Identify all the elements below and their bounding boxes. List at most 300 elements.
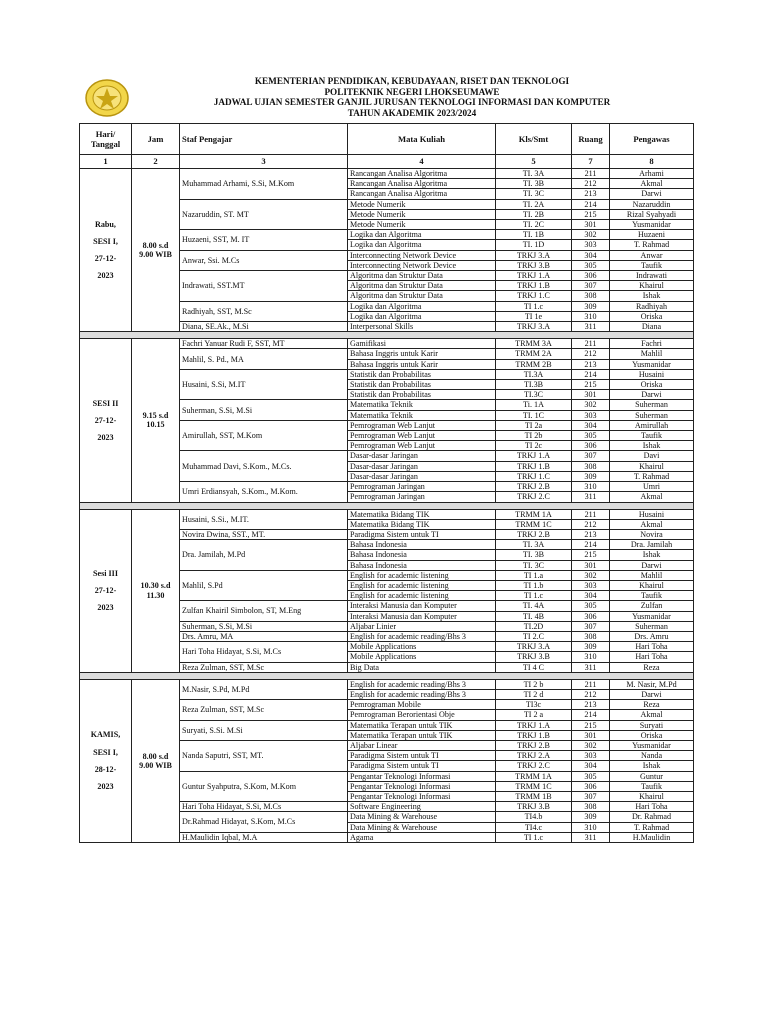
exam-schedule-table bbox=[79, 123, 694, 843]
proctor-name: Oriska bbox=[610, 380, 694, 390]
room-number: 214 bbox=[572, 199, 610, 209]
class-code: TI 2b bbox=[496, 431, 572, 441]
room-number: 301 bbox=[572, 390, 610, 400]
header-text bbox=[134, 76, 690, 118]
room-number: 309 bbox=[572, 812, 610, 822]
class-code: TI4.b bbox=[496, 812, 572, 822]
table-row bbox=[80, 509, 694, 519]
proctor-name: Hari Toha bbox=[610, 802, 694, 812]
table-row bbox=[80, 339, 694, 349]
proctor-name: Hari Toha bbox=[610, 652, 694, 662]
class-code: TI 1.a bbox=[496, 570, 572, 580]
proctor-name: Akmal bbox=[610, 519, 694, 529]
course-name: Metode Numerik bbox=[348, 199, 496, 209]
staff-name: Muhammad Arhami, S.Si, M.Kom bbox=[180, 169, 348, 200]
class-code: TI.3C bbox=[496, 390, 572, 400]
class-code: TRKJ 1.B bbox=[496, 281, 572, 291]
room-number: 309 bbox=[572, 301, 610, 311]
proctor-name: Reza bbox=[610, 662, 694, 672]
proctor-name: H.Maulidin bbox=[610, 832, 694, 842]
class-code: TI 1.c bbox=[496, 591, 572, 601]
staff-name: Mahlil, S. Pd., MA bbox=[180, 349, 348, 369]
staff-name: H.Maulidin Iqbal, M.A bbox=[180, 832, 348, 842]
room-number: 305 bbox=[572, 601, 610, 611]
course-name: Interaksi Manusia dan Komputer bbox=[348, 611, 496, 621]
session-time-line: 9.15 s.d bbox=[142, 411, 169, 421]
course-name: Bahasa Indonesia bbox=[348, 550, 496, 560]
course-name: Pemrograman Jaringan bbox=[348, 492, 496, 502]
room-number: 213 bbox=[572, 529, 610, 539]
class-code: TRKJ 3.A bbox=[496, 250, 572, 260]
course-name: English for academic listening bbox=[348, 570, 496, 580]
course-name: Logika dan Algoritma bbox=[348, 240, 496, 250]
proctor-name: Arhami bbox=[610, 169, 694, 179]
staff-name: Nazaruddin, ST. MT bbox=[180, 199, 348, 230]
staff-name: Amirullah, SST, M.Kom bbox=[180, 420, 348, 451]
room-number: 214 bbox=[572, 540, 610, 550]
proctor-name: Suryati bbox=[610, 720, 694, 730]
course-name: Paradigma Sistem untuk TI bbox=[348, 751, 496, 761]
proctor-name: Zulfan bbox=[610, 601, 694, 611]
class-code: TI 2a bbox=[496, 420, 572, 430]
session-separator bbox=[80, 332, 694, 339]
course-name: Interaksi Manusia dan Komputer bbox=[348, 601, 496, 611]
room-number: 310 bbox=[572, 482, 610, 492]
staff-name: Diana, SE.Ak., M.Si bbox=[180, 322, 348, 332]
room-number: 301 bbox=[572, 560, 610, 570]
course-name: Interconnecting Network Device bbox=[348, 250, 496, 260]
course-name: Matematika Teknik bbox=[348, 410, 496, 420]
col-number: 3 bbox=[180, 155, 348, 169]
course-name: Matematika Bidang TIK bbox=[348, 509, 496, 519]
room-number: 301 bbox=[572, 220, 610, 230]
room-number: 311 bbox=[572, 662, 610, 672]
room-number: 212 bbox=[572, 179, 610, 189]
course-name: Matematika Terapan untuk TIK bbox=[348, 730, 496, 740]
room-number: 304 bbox=[572, 420, 610, 430]
proctor-name: Khairul bbox=[610, 461, 694, 471]
class-code: TI3c bbox=[496, 700, 572, 710]
proctor-name: Ishak bbox=[610, 291, 694, 301]
proctor-name: Indrawati bbox=[610, 271, 694, 281]
proctor-name: Ishak bbox=[610, 761, 694, 771]
room-number: 306 bbox=[572, 781, 610, 791]
class-code: TRKJ 1.C bbox=[496, 471, 572, 481]
proctor-name: Taufik bbox=[610, 260, 694, 270]
class-code: TI. 1B bbox=[496, 230, 572, 240]
session-time-line: 10.15 bbox=[146, 420, 165, 430]
session-day-cell bbox=[80, 679, 132, 842]
room-number: 215 bbox=[572, 550, 610, 560]
col-number: 8 bbox=[610, 155, 694, 169]
proctor-name: Akmal bbox=[610, 179, 694, 189]
col-header-staff: Staf Pengajar bbox=[180, 124, 348, 155]
header-institution: POLITEKNIK NEGERI LHOKSEUMAWE bbox=[324, 86, 500, 97]
separator-cell bbox=[80, 332, 694, 339]
proctor-name: Darwi bbox=[610, 189, 694, 199]
column-number-row bbox=[80, 155, 694, 169]
course-name: English for academic reading/Bhs 3 bbox=[348, 689, 496, 699]
col-header-proctor: Pengawas bbox=[610, 124, 694, 155]
class-code: TI. 3B bbox=[496, 179, 572, 189]
header-title: JADWAL UJIAN SEMESTER GANJIL JURUSAN TEKNOLOGI INFORMASI DAN KOMPUTER bbox=[213, 97, 611, 108]
course-name: Mobile Applications bbox=[348, 642, 496, 652]
session-day-line: 27-12- bbox=[94, 586, 117, 596]
proctor-name: Dra. Jamilah bbox=[610, 540, 694, 550]
course-name: Rancangan Analisa Algoritma bbox=[348, 169, 496, 179]
course-name: Interconnecting Network Device bbox=[348, 260, 496, 270]
class-code: TI 2 a bbox=[496, 710, 572, 720]
proctor-name: Mahlil bbox=[610, 570, 694, 580]
room-number: 306 bbox=[572, 611, 610, 621]
class-code: TI. 3A bbox=[496, 540, 572, 550]
proctor-name: Oriska bbox=[610, 311, 694, 321]
proctor-name: Anwar bbox=[610, 250, 694, 260]
course-name: Agama bbox=[348, 832, 496, 842]
staff-name: Reza Zulman, SST, M.Sc bbox=[180, 662, 348, 672]
course-name: Bahasa Indonesia bbox=[348, 540, 496, 550]
course-name: Pemrograman Web Lanjut bbox=[348, 441, 496, 451]
course-name: Aljabar Linier bbox=[348, 621, 496, 631]
staff-name: Husaini, S.Si., M.IT. bbox=[180, 509, 348, 529]
session-time-cell bbox=[132, 339, 180, 502]
proctor-name: Drs. Amru bbox=[610, 631, 694, 641]
class-code: TI 1.b bbox=[496, 580, 572, 590]
course-name: Statistik dan Probabilitas bbox=[348, 380, 496, 390]
staff-name: Fachri Yanuar Rudi F, SST, MT bbox=[180, 339, 348, 349]
proctor-name: Suherman bbox=[610, 621, 694, 631]
course-name: Data Mining & Warehouse bbox=[348, 822, 496, 832]
course-name: Paradigma Sistem untuk TI bbox=[348, 529, 496, 539]
col-header-room: Ruang bbox=[572, 124, 610, 155]
proctor-name: Yusmanidar bbox=[610, 220, 694, 230]
proctor-name: T. Rahmad bbox=[610, 822, 694, 832]
proctor-name: Dr. Rahmad bbox=[610, 812, 694, 822]
col-header-time: Jam bbox=[132, 124, 180, 155]
proctor-name: Hari Toha bbox=[610, 642, 694, 652]
class-code: TI. 2B bbox=[496, 209, 572, 219]
separator-cell bbox=[80, 672, 694, 679]
class-code: TI. 4B bbox=[496, 611, 572, 621]
col-number: 4 bbox=[348, 155, 496, 169]
document-header bbox=[80, 76, 690, 122]
class-code: TI 4 C bbox=[496, 662, 572, 672]
staff-name: Anwar, Ssi. M.Cs bbox=[180, 250, 348, 270]
room-number: 214 bbox=[572, 369, 610, 379]
proctor-name: M. Nasir, M.Pd bbox=[610, 679, 694, 689]
room-number: 307 bbox=[572, 451, 610, 461]
session-day-line: SESI I, bbox=[93, 747, 118, 757]
room-number: 307 bbox=[572, 621, 610, 631]
proctor-name: Fachri bbox=[610, 339, 694, 349]
room-number: 212 bbox=[572, 689, 610, 699]
room-number: 304 bbox=[572, 591, 610, 601]
header-ministry: KEMENTERIAN PENDIDIKAN, KEBUDAYAAN, RISET DAN TEKNOLOGI bbox=[254, 76, 570, 86]
course-name: Paradigma Sistem untuk TI bbox=[348, 761, 496, 771]
proctor-name: Yusmanidar bbox=[610, 740, 694, 750]
room-number: 212 bbox=[572, 349, 610, 359]
room-number: 211 bbox=[572, 679, 610, 689]
proctor-name: Khairul bbox=[610, 281, 694, 291]
class-code: TRMM 3A bbox=[496, 339, 572, 349]
col-number: 1 bbox=[80, 155, 132, 169]
column-header-row bbox=[80, 124, 694, 155]
staff-name: Dra. Jamilah, M.Pd bbox=[180, 540, 348, 571]
session-time-line: 8.00 s.d bbox=[142, 240, 169, 250]
class-code: TI 2.C bbox=[496, 631, 572, 641]
session-day-line: 2023 bbox=[97, 782, 114, 792]
staff-name: Zulfan Khairil Simbolon, ST, M.Eng bbox=[180, 601, 348, 621]
col-number: 7 bbox=[572, 155, 610, 169]
proctor-name: Suherman bbox=[610, 410, 694, 420]
proctor-name: Guntur bbox=[610, 771, 694, 781]
room-number: 306 bbox=[572, 441, 610, 451]
proctor-name: Nanda bbox=[610, 751, 694, 761]
class-code: TI. 4A bbox=[496, 601, 572, 611]
room-number: 307 bbox=[572, 281, 610, 291]
course-name: Pemrograman Web Lanjut bbox=[348, 431, 496, 441]
class-code: TRMM 1C bbox=[496, 781, 572, 791]
room-number: 304 bbox=[572, 761, 610, 771]
class-code: TRMM 2A bbox=[496, 349, 572, 359]
course-name: Pengantar Teknologi Informasi bbox=[348, 771, 496, 781]
class-code: TRMM 2B bbox=[496, 359, 572, 369]
class-code: TI. 2C bbox=[496, 220, 572, 230]
proctor-name: Taufik bbox=[610, 431, 694, 441]
col-header-day: Hari/ Tanggal bbox=[80, 124, 132, 155]
proctor-name: Mahlil bbox=[610, 349, 694, 359]
room-number: 303 bbox=[572, 580, 610, 590]
class-code: TI. 3C bbox=[496, 560, 572, 570]
proctor-name: Husaini bbox=[610, 369, 694, 379]
course-name: Data Mining & Warehouse bbox=[348, 812, 496, 822]
session-day-line: 27-12- bbox=[94, 415, 117, 425]
session-time-cell bbox=[132, 509, 180, 672]
course-name: Mobile Applications bbox=[348, 652, 496, 662]
proctor-name: Reza bbox=[610, 700, 694, 710]
course-name: Pengantar Teknologi Informasi bbox=[348, 781, 496, 791]
session-separator bbox=[80, 502, 694, 509]
class-code: TI 1.c bbox=[496, 301, 572, 311]
table-row bbox=[80, 679, 694, 689]
course-name: Metode Numerik bbox=[348, 220, 496, 230]
proctor-name: Amirullah bbox=[610, 420, 694, 430]
class-code: TRKJ 1.A bbox=[496, 451, 572, 461]
proctor-name: Yusmanidar bbox=[610, 359, 694, 369]
staff-name: Suherman, S.Si, M.Si bbox=[180, 400, 348, 420]
session-time-line: 8.00 s.d bbox=[142, 751, 169, 761]
room-number: 310 bbox=[572, 311, 610, 321]
class-code: TRKJ 1.C bbox=[496, 291, 572, 301]
course-name: Matematika Bidang TIK bbox=[348, 519, 496, 529]
session-day-line: 2023 bbox=[97, 432, 114, 442]
room-number: 310 bbox=[572, 652, 610, 662]
course-name: Bahasa Inggris untuk Karir bbox=[348, 349, 496, 359]
class-code: TRKJ 2.B bbox=[496, 529, 572, 539]
class-code: TRKJ 3.B bbox=[496, 652, 572, 662]
class-code: TRKJ 2.A bbox=[496, 751, 572, 761]
course-name: English for academic listening bbox=[348, 580, 496, 590]
room-number: 311 bbox=[572, 322, 610, 332]
course-name: Dasar-dasar Jaringan bbox=[348, 451, 496, 461]
class-code: TI 2c bbox=[496, 441, 572, 451]
proctor-name: T. Rahmad bbox=[610, 240, 694, 250]
course-name: Rancangan Analisa Algoritma bbox=[348, 189, 496, 199]
course-name: Logika dan Algoritma bbox=[348, 230, 496, 240]
class-code: TRMM 1A bbox=[496, 509, 572, 519]
proctor-name: Diana bbox=[610, 322, 694, 332]
proctor-name: Akmal bbox=[610, 710, 694, 720]
staff-name: Muhammad Davi, S.Kom., M.Cs. bbox=[180, 451, 348, 482]
room-number: 211 bbox=[572, 509, 610, 519]
proctor-name: Novira bbox=[610, 529, 694, 539]
course-name: Big Data bbox=[348, 662, 496, 672]
session-separator bbox=[80, 672, 694, 679]
session-day-line: 2023 bbox=[97, 603, 114, 613]
session-time-line: 10.30 s.d bbox=[140, 581, 171, 591]
room-number: 305 bbox=[572, 431, 610, 441]
schedule-body bbox=[80, 169, 694, 843]
room-number: 308 bbox=[572, 291, 610, 301]
course-name: Pemrograman Berorientasi Obje bbox=[348, 710, 496, 720]
session-time-line: 9.00 WIB bbox=[139, 760, 172, 770]
proctor-name: Yusmanidar bbox=[610, 611, 694, 621]
course-name: Algoritma dan Struktur Data bbox=[348, 271, 496, 281]
class-code: TI. 3B bbox=[496, 550, 572, 560]
course-name: Metode Numerik bbox=[348, 209, 496, 219]
proctor-name: Oriska bbox=[610, 730, 694, 740]
separator-cell bbox=[80, 502, 694, 509]
class-code: TRMM 1B bbox=[496, 791, 572, 801]
room-number: 214 bbox=[572, 710, 610, 720]
room-number: 310 bbox=[572, 822, 610, 832]
course-name: Statistik dan Probabilitas bbox=[348, 390, 496, 400]
proctor-name: Davi bbox=[610, 451, 694, 461]
class-code: TRKJ 1.A bbox=[496, 271, 572, 281]
room-number: 309 bbox=[572, 471, 610, 481]
proctor-name: Umri bbox=[610, 482, 694, 492]
room-number: 213 bbox=[572, 359, 610, 369]
course-name: Logika dan Algoritma bbox=[348, 311, 496, 321]
session-day-line: Sesi III bbox=[93, 568, 118, 578]
class-code: TRKJ 1.B bbox=[496, 730, 572, 740]
course-name: Interpersonal Skills bbox=[348, 322, 496, 332]
class-code: TRMM 1C bbox=[496, 519, 572, 529]
proctor-name: Nazaruddin bbox=[610, 199, 694, 209]
staff-name: Guntur Syahputra, S.Kom, M.Kom bbox=[180, 771, 348, 802]
course-name: English for academic listening bbox=[348, 591, 496, 601]
proctor-name: Suherman bbox=[610, 400, 694, 410]
class-code: TI4.c bbox=[496, 822, 572, 832]
proctor-name: Taufik bbox=[610, 591, 694, 601]
course-name: Bahasa Inggris untuk Karir bbox=[348, 359, 496, 369]
session-day-cell bbox=[80, 169, 132, 332]
proctor-name: Darwi bbox=[610, 390, 694, 400]
class-code: Ti. 1A bbox=[496, 400, 572, 410]
proctor-name: Radhiyah bbox=[610, 301, 694, 311]
room-number: 215 bbox=[572, 209, 610, 219]
col-header-course: Mata Kuliah bbox=[348, 124, 496, 155]
course-name: Algoritma dan Struktur Data bbox=[348, 281, 496, 291]
staff-name: Nanda Saputri, SST, MT. bbox=[180, 740, 348, 771]
course-name: Statistik dan Probabilitas bbox=[348, 369, 496, 379]
class-code: TRKJ 3.A bbox=[496, 642, 572, 652]
room-number: 302 bbox=[572, 570, 610, 580]
proctor-name: Ishak bbox=[610, 550, 694, 560]
proctor-name: Darwi bbox=[610, 560, 694, 570]
class-code: TI 1.c bbox=[496, 832, 572, 842]
session-day-line: 27-12- bbox=[94, 254, 117, 264]
room-number: 308 bbox=[572, 802, 610, 812]
proctor-name: Taufik bbox=[610, 781, 694, 791]
session-day-line: 28-12- bbox=[94, 764, 117, 774]
room-number: 311 bbox=[572, 832, 610, 842]
room-number: 306 bbox=[572, 271, 610, 281]
header-academic-year: TAHUN AKADEMIK 2023/2024 bbox=[347, 107, 477, 118]
course-name: Gamifikasi bbox=[348, 339, 496, 349]
class-code: TRKJ 2.B bbox=[496, 740, 572, 750]
class-code: TI 1e bbox=[496, 311, 572, 321]
class-code: TRKJ 1.A bbox=[496, 720, 572, 730]
class-code: TI.3A bbox=[496, 369, 572, 379]
class-code: TRMM 1A bbox=[496, 771, 572, 781]
proctor-name: Khairul bbox=[610, 580, 694, 590]
class-code: TRKJ 3.A bbox=[496, 322, 572, 332]
staff-name: Indrawati, SST.MT bbox=[180, 271, 348, 302]
class-code: TI.2D bbox=[496, 621, 572, 631]
room-number: 213 bbox=[572, 189, 610, 199]
table-row bbox=[80, 169, 694, 179]
proctor-name: Ishak bbox=[610, 441, 694, 451]
proctor-name: Huzaeni bbox=[610, 230, 694, 240]
class-code: TI. 3C bbox=[496, 189, 572, 199]
course-name: Dasar-dasar Jaringan bbox=[348, 471, 496, 481]
course-name: English for academic reading/Bhs 3 bbox=[348, 631, 496, 641]
course-name: Matematika Teknik bbox=[348, 400, 496, 410]
class-code: TI 2 b bbox=[496, 679, 572, 689]
course-name: Pengantar Teknologi Informasi bbox=[348, 791, 496, 801]
room-number: 301 bbox=[572, 730, 610, 740]
col-number: 5 bbox=[496, 155, 572, 169]
course-name: Rancangan Analisa Algoritma bbox=[348, 179, 496, 189]
institution-logo-icon bbox=[84, 78, 130, 118]
session-time-cell bbox=[132, 679, 180, 842]
proctor-name: Husaini bbox=[610, 509, 694, 519]
class-code: TI. 1C bbox=[496, 410, 572, 420]
course-name: Pemrograman Web Lanjut bbox=[348, 420, 496, 430]
room-number: 215 bbox=[572, 380, 610, 390]
room-number: 302 bbox=[572, 230, 610, 240]
class-code: TI. 3A bbox=[496, 169, 572, 179]
class-code: TRKJ 2.B bbox=[496, 482, 572, 492]
room-number: 211 bbox=[572, 339, 610, 349]
staff-name: Hari Toha Hidayat, S.Si, M.Cs bbox=[180, 802, 348, 812]
session-day-cell bbox=[80, 509, 132, 672]
room-number: 308 bbox=[572, 631, 610, 641]
staff-name: M.Nasir, S.Pd, M.Pd bbox=[180, 679, 348, 699]
staff-name: Radhiyah, SST, M.Sc bbox=[180, 301, 348, 321]
session-time-line: 9.00 WIB bbox=[139, 250, 172, 260]
class-code: TI.3B bbox=[496, 380, 572, 390]
class-code: TRKJ 3.B bbox=[496, 260, 572, 270]
class-code: TI 2 d bbox=[496, 689, 572, 699]
room-number: 309 bbox=[572, 642, 610, 652]
course-name: Algoritma dan Struktur Data bbox=[348, 291, 496, 301]
staff-name: Suherman, S.Si, M.Si bbox=[180, 621, 348, 631]
staff-name: Reza Zulman, SST, M.Sc bbox=[180, 700, 348, 720]
staff-name: Huzaeni, SST, M. IT bbox=[180, 230, 348, 250]
class-code: TI. 2A bbox=[496, 199, 572, 209]
